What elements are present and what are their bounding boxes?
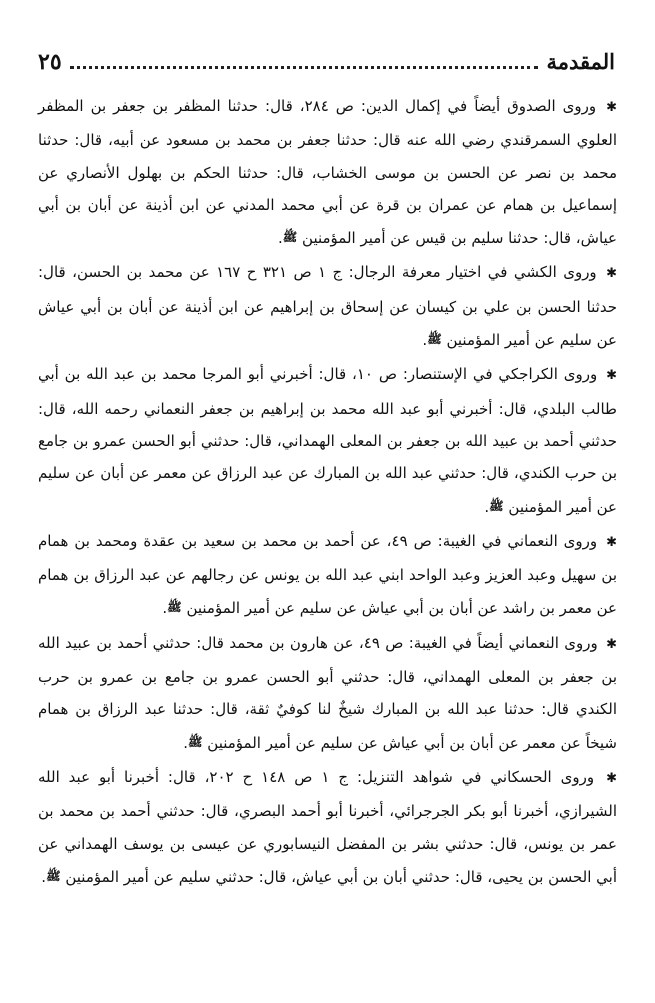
honorific-symbol: ﷺ <box>188 734 203 749</box>
paragraph-karajaki: ✱ وروى الكراجكي في الإستنصار: ص ١٠، قال: أخبرني أبو المرجا محمد بن عبد الله بن أبي طالب البلدي، قال: أخبرني أبو عبد الله محمد بن إبراهيم بن جعفر النعماني رحمه الله، قال: حدثني أحمد بن عبيد الله بن جعفر بن المعلى الهمداني، قال: حدثني أبو الحسن عمرو بن جامع بن حرب الكندي، قال: حدثني عبد الله بن المبارك عن عبد الرزاق عن معمر عن أبان عن سليم عن أمير المؤمنين ﷺ. <box>38 365 617 516</box>
paragraph-haskani: ✱ وروى الحسكاني في شواهد التنزيل: ج ١ ص ١٤٨ ح ٢٠٢، قال: أخبرنا أبو عبد الله الشيرازي، أخبرنا أبو بكر الجرجرائي، أخبرنا أبو أحمد البصري، قال: حدثني أحمد بن محمد بن عمر بن يونس، قال: حدثني بشر بن المفضل النيسابوري عن عيسى بن يوسف الهمداني عن أبي الحسن بن يحيى، قال: حدثني أبان بن أبي عياش، قال: حدثني سليم عن أمير المؤمنين ﷺ. <box>38 767 617 886</box>
honorific-symbol: ﷺ <box>167 600 182 615</box>
paragraph-numani-1: ✱ وروى النعماني في الغيبة: ص ٤٩، عن أحمد بن محمد بن سعيد بن عقدة ومحمد بن همام بن سهيل وعبد العزيز وعبد الواحد ابني عبد الله بن يونس عن رجالهم عن عبد الرزاق بن همام عن معمر بن راشد عن أبان بن أبي عياش عن سليم عن أمير المؤمنين ﷺ. <box>38 531 617 618</box>
paragraph-text: وروى النعماني أيضاً في الغيبة: ص ٤٩، عن هارون بن محمد قال: حدثني أحمد بن عبيد الله بن جعفر بن المعلى الهمداني، قال: حدثني أبو الحسن عمرو بن جامع بن عمرو بن حرب الكندي قال: حدثنا عبد الله بن المبارك شيخٌ لنا كوفيٌ ثقة، قال: حدثنا عبد الرزاق بن همام شيخاً عن معمر عن أبان بن أبي عياش عن سليم عن أمير المؤمنين <box>38 633 617 752</box>
honorific-symbol: ﷺ <box>427 332 442 347</box>
bullet-icon: ✱ <box>606 100 617 115</box>
paragraph-text: وروى الكشي في اختيار معرفة الرجال: ج ١ ص ٣٢١ ح ١٦٧ عن محمد بن الحسن، قال: حدثنا الحسن بن علي بن كيسان عن إسحاق بن إبراهيم عن ابن أذينة عن أبان بن أبي عياش عن سليم عن أمير المؤمنين <box>38 263 617 350</box>
page-header <box>38 42 615 74</box>
paragraph-text: وروى الكراجكي في الإستنصار: ص ١٠، قال: أخبرني أبو المرجا محمد بن عبد الله بن أبي طالب البلدي، قال: أخبرني أبو عبد الله محمد بن إبراهيم بن جعفر النعماني رحمه الله، قال: حدثني أحمد بن عبيد الله بن جعفر بن المعلى الهمداني، قال: حدثني أبو الحسن عمرو بن جامع بن حرب الكندي، قال: حدثني عبد الله بن المبارك عن عبد الرزاق عن معمر عن أبان عن سليم عن أمير المؤمنين <box>38 365 617 516</box>
paragraph-numani-2: ✱ وروى النعماني أيضاً في الغيبة: ص ٤٩، عن هارون بن محمد قال: حدثني أحمد بن عبيد الله بن جعفر بن المعلى الهمداني، قال: حدثني أبو الحسن عمرو بن جامع بن عمرو بن حرب الكندي قال: حدثنا عبد الله بن المبارك شيخٌ لنا كوفيٌ ثقة، قال: حدثنا عبد الرزاق بن همام شيخاً عن معمر عن أبان بن أبي عياش عن سليم عن أمير المؤمنين ﷺ. <box>38 633 617 752</box>
page-number: ٢٥ <box>38 49 62 75</box>
bullet-icon: ✱ <box>606 636 617 652</box>
honorific-symbol: ﷺ <box>489 498 504 513</box>
paragraph-text: وروى الصدوق أيضاً في إكمال الدين: ص ٢٨٤، قال: حدثنا المظفر بن جعفر بن المظفر العلوي السمرقندي رضي الله عنه قال: حدثنا جعفر بن محمد بن مسعود عن أبيه، قال: حدثنا محمد بن نصر عن الحسن بن موسى الخشاب، قال: حدثنا الحكم بن بهلول الأنصاري عن إسماعيل بن همام عن عمران بن قرة عن أبي محمد المدني عن ابن أذينة عن أبان بن أبي عياش، قال: حدثنا سليم بن قيس عن أمير المؤمنين <box>38 97 617 248</box>
bullet-icon: ✱ <box>606 534 617 550</box>
bullet-icon: ✱ <box>606 368 617 384</box>
bullet-icon: ✱ <box>606 266 618 282</box>
bullet-icon: ✱ <box>606 770 617 786</box>
body-text <box>38 90 617 895</box>
paragraph-kashshi: ✱ وروى الكشي في اختيار معرفة الرجال: ج ١ ص ٣٢١ ح ١٦٧ عن محمد بن الحسن، قال: حدثنا الحسن بن علي بن كيسان عن إسحاق بن إبراهيم عن ابن أذينة عن أبان بن أبي عياش عن سليم عن أمير المؤمنين ﷺ. <box>38 263 618 350</box>
paragraph-text: وروى الحسكاني في شواهد التنزيل: ج ١ ص ١٤٨ ح ٢٠٢، قال: أخبرنا أبو عبد الله الشيرازي، أخبرنا أبو بكر الجرجرائي، أخبرنا أبو أحمد البصري، قال: حدثني أحمد بن محمد بن عمر بن يونس، قال: حدثني بشر بن المفضل النيسابوري عن عيسى بن يوسف الهمداني عن أبي الحسن بن يحيى، قال: حدثني أبان بن أبي عياش، قال: حدثني سليم عن أمير المؤمنين <box>38 767 617 886</box>
header-leader-dots <box>70 66 539 69</box>
honorific-symbol: ﷺ <box>282 230 298 245</box>
paragraph-saduq: ✱ وروى الصدوق أيضاً في إكمال الدين: ص ٢٨٤، قال: حدثنا المظفر بن جعفر بن المظفر العلوي السمرقندي رضي الله عنه قال: حدثنا جعفر بن محمد بن مسعود عن أبيه، قال: حدثنا محمد بن نصر عن الحسن بن موسى الخشاب، قال: حدثنا الحكم بن بهلول الأنصاري عن إسماعيل بن همام عن عمران بن قرة عن أبي محمد المدني عن ابن أذينة عن أبان بن أبي عياش، قال: حدثنا سليم بن قيس عن أمير المؤمنين ﷺ. <box>38 97 617 248</box>
honorific-symbol: ﷺ <box>46 868 61 883</box>
paragraph-text: وروى النعماني في الغيبة: ص ٤٩، عن أحمد بن محمد بن سعيد بن عقدة ومحمد بن همام بن سهيل وعبد العزيز وعبد الواحد ابني عبد الله بن يونس عن رجالهم عن عبد الرزاق بن همام عن معمر بن راشد عن أبان بن أبي عياش عن سليم عن أمير المؤمنين <box>38 531 617 618</box>
running-title: المقدمة <box>546 49 615 74</box>
